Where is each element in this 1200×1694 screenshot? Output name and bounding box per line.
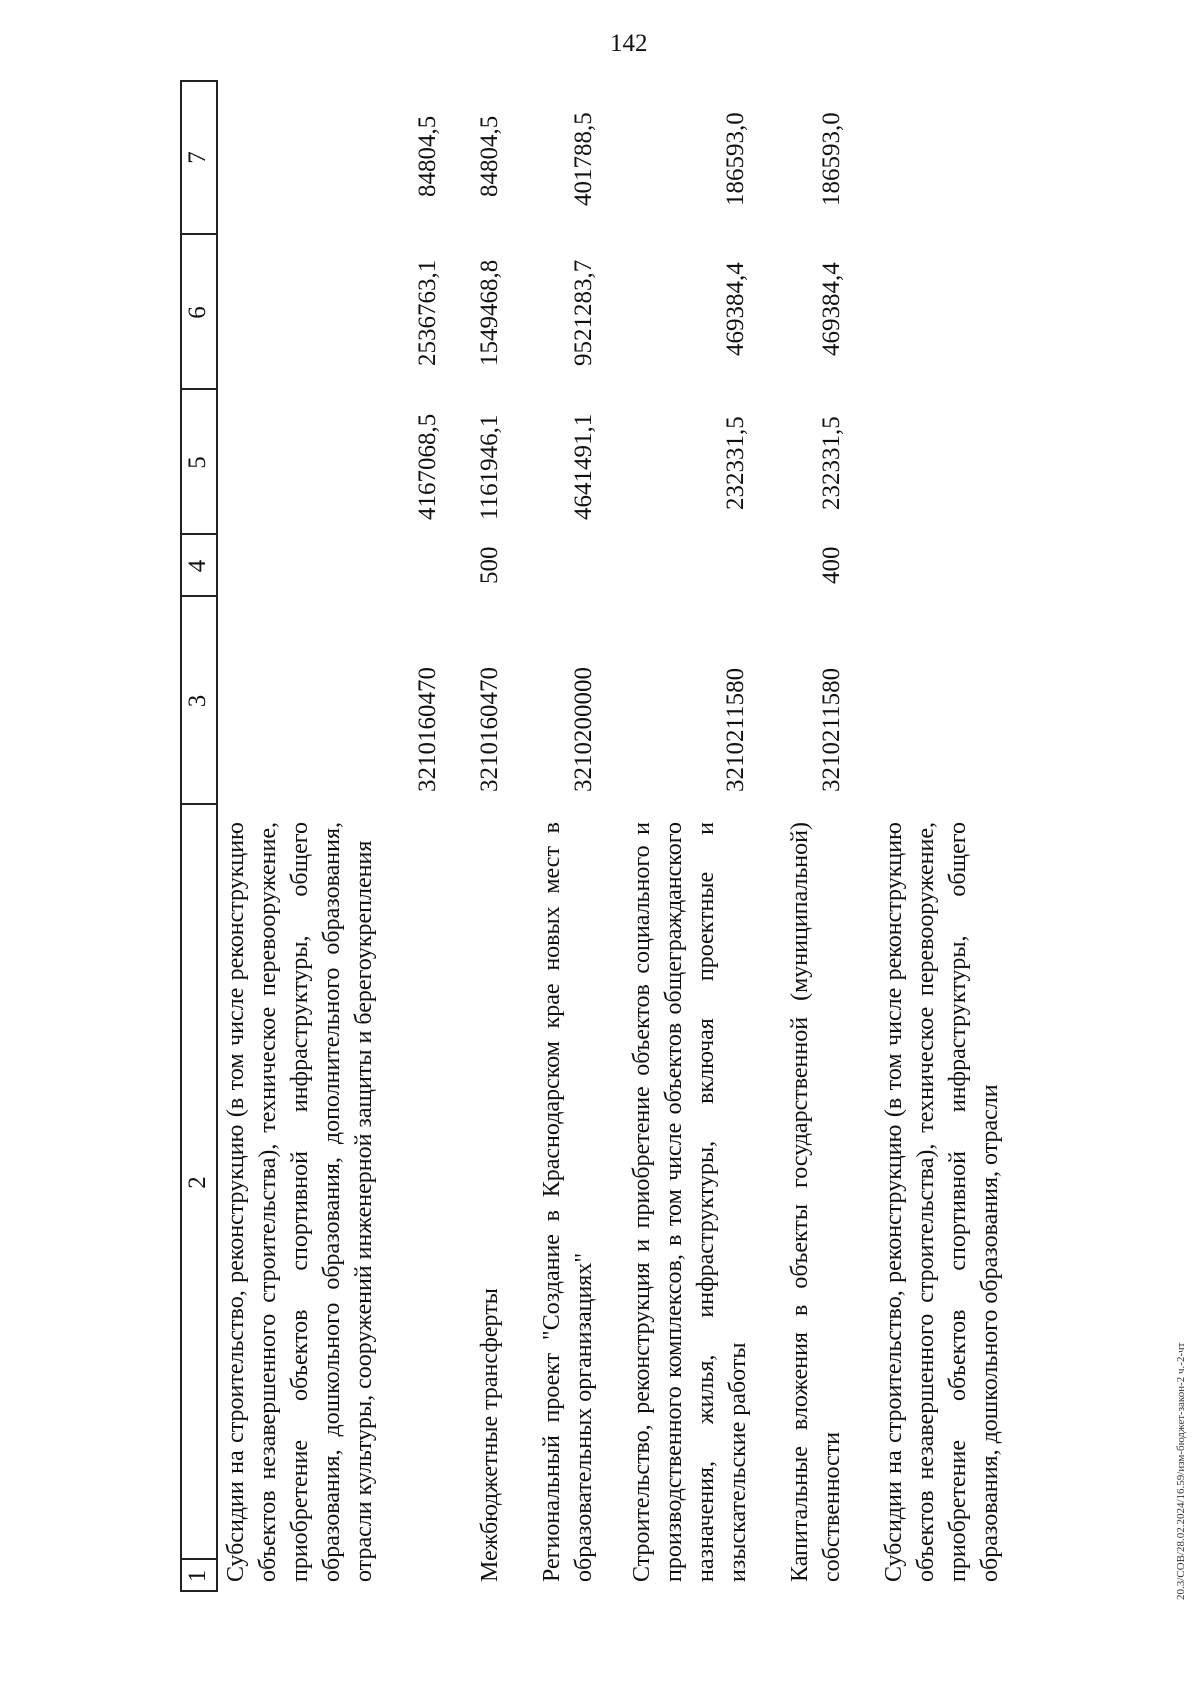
row-2-code: 3210160470 [476,667,503,792]
row-2-col7: 84804,5 [476,115,503,197]
header-bottom-border [216,80,218,1592]
row-4-name: Строительство, реконструкция и приобретение объектов социального и производственного комплексов, в том числе объектов общегражданского назначения, жилья, инфраструктуры, включая проектные и изыскательские работы [629,822,751,1582]
row-3-col5: 4641491,1 [570,413,597,520]
row-1-col5: 4167068,5 [414,413,441,520]
row-5-col5: 232331,5 [818,416,845,510]
row-3-col7: 401788,5 [570,112,597,206]
row-4-col5: 232331,5 [722,416,749,510]
document-footer: 20.3/СОВ/28.02.2024/16.59/изм-бюджет-закон-2 ч.-2-чт [1175,1342,1187,1600]
row-6-name: Субсидии на строительство, реконструкцию (в том числе реконструкцию объектов незавершенного строительства), техническое перевооружение, приобретение объектов спортивной инфраструктуры, общего образования, дошкольного образования, отрасли [881,822,1003,1582]
row-5-col7: 186593,0 [818,112,845,206]
row-1-col6: 2536763,1 [414,259,441,366]
row-5-name: Капитальные вложения в объекты государственной (муниципальной) собственности [787,822,845,1582]
header-col-3: 3 [184,694,211,708]
row-5-code: 3210211580 [818,667,845,792]
page-number: 142 [610,30,648,57]
row-5-type: 400 [818,546,845,584]
row-2-col6: 1549468,8 [476,259,503,366]
row-5-col6: 469384,4 [818,262,845,356]
row-3-col6: 9521283,7 [570,259,597,366]
header-col-2: 2 [184,1176,211,1189]
row-1-name: Субсидии на строительство, реконструкцию (в том числе реконструкцию объектов незавершенного строительства), техническое перевооружение, приобретение объектов спортивной инфраструктуры, общего образования, дошкольного образования, дополнительного образования, отрасли культуры, сооружений инженерной защиты и берегоукрепления [223,822,377,1582]
row-1-col7: 84804,5 [414,115,441,197]
row-4-code: 3210211580 [722,667,749,792]
row-4-col7: 186593,0 [722,112,749,206]
row-3-code: 3210200000 [570,667,597,792]
header-col-5: 5 [184,456,211,469]
row-3-name: Региональный проект "Создание в Краснодарском крае новых мест в образовательных организациях" [539,822,597,1582]
header-col-4: 4 [184,559,211,573]
row-4-col6: 469384,4 [722,262,749,356]
header-col-1: 1 [184,1569,211,1583]
row-2-col5: 1161946,1 [476,414,503,520]
row-2-type: 500 [476,546,503,584]
header-col-6: 6 [184,306,211,319]
budget-table [180,80,1038,1592]
row-1-code: 3210160470 [414,667,441,792]
header-col-7: 7 [184,151,211,164]
row-2-name: Межбюджетные трансферты [477,1288,503,1582]
